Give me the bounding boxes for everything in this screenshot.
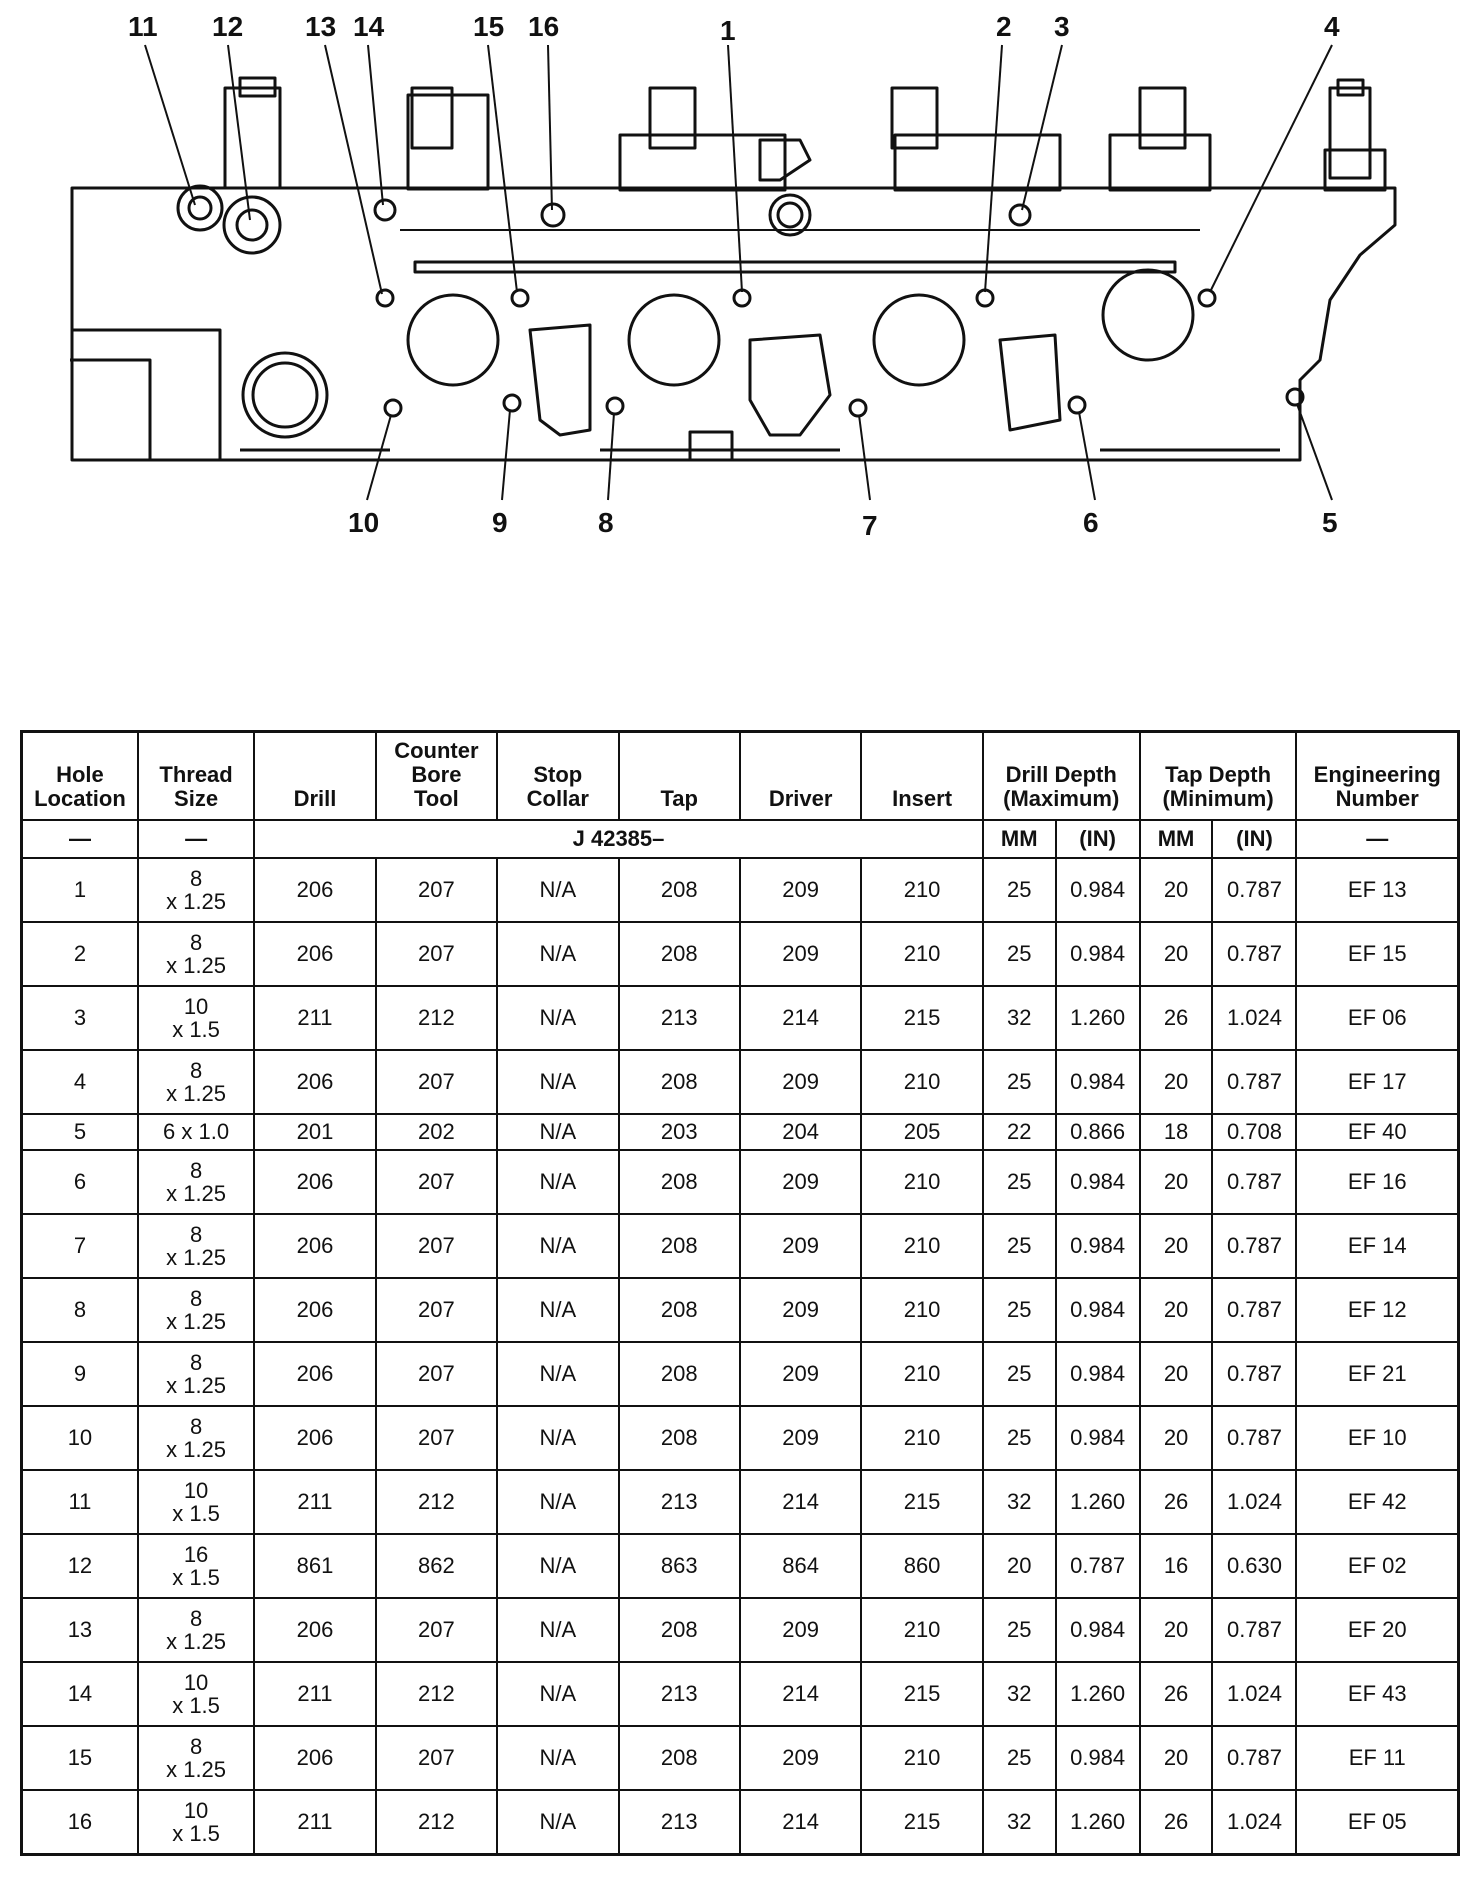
- cell-tap-depth-mm: 26: [1140, 986, 1213, 1050]
- header-driver: Driver: [740, 732, 861, 821]
- cell-tap-depth-in: 1.024: [1212, 1662, 1296, 1726]
- cell-hole-location: 2: [22, 922, 138, 986]
- cell-drill: 206: [254, 1726, 375, 1790]
- callout-5: 5: [1322, 507, 1338, 538]
- subheader-tool-prefix: J 42385–: [254, 820, 983, 858]
- thread-diameter: 6 x 1.0: [163, 1119, 230, 1144]
- cell-counter-bore-tool: 207: [376, 1406, 497, 1470]
- cell-drill-depth-mm: 25: [983, 1406, 1056, 1470]
- cell-tap-depth-mm: 18: [1140, 1114, 1213, 1150]
- cell-driver: 209: [740, 1278, 861, 1342]
- cell-insert: 210: [861, 922, 982, 986]
- cell-tap: 208: [619, 1342, 740, 1406]
- bolt-caps: [225, 78, 1385, 190]
- cell-thread-size: [138, 986, 254, 1050]
- cell-drill-depth-in: 0.984: [1056, 1598, 1140, 1662]
- cell-stop-collar: N/A: [497, 858, 618, 922]
- subheader-dash: —: [22, 820, 138, 858]
- header-hole-location: Hole Location: [22, 732, 138, 821]
- cell-engineering-number: EF 21: [1296, 1342, 1458, 1406]
- cell-drill-depth-mm: 32: [983, 1470, 1056, 1534]
- cell-tap: 208: [619, 1278, 740, 1342]
- thread-diameter: 8: [189, 1157, 203, 1183]
- cell-tap: 208: [619, 1406, 740, 1470]
- cell-counter-bore-tool: 207: [376, 858, 497, 922]
- head-outline: [72, 188, 1395, 460]
- cell-engineering-number: EF 42: [1296, 1470, 1458, 1534]
- cell-counter-bore-tool: 202: [376, 1114, 497, 1150]
- cell-thread-size: [138, 1278, 254, 1342]
- cell-driver: 209: [740, 1050, 861, 1114]
- cell-tap-depth-in: 0.787: [1212, 1050, 1296, 1114]
- thread-diameter: 8: [189, 1057, 203, 1083]
- cell-hole-location: 4: [22, 1050, 138, 1114]
- subheader-dash: —: [1296, 820, 1458, 858]
- cell-hole-location: 6: [22, 1150, 138, 1214]
- cell-drill-depth-mm: 25: [983, 1214, 1056, 1278]
- callout-14: 14: [353, 11, 385, 42]
- cell-hole-location: 16: [22, 1790, 138, 1855]
- cell-tap-depth-mm: 20: [1140, 1278, 1213, 1342]
- cell-hole-location: 14: [22, 1662, 138, 1726]
- cell-hole-location: 8: [22, 1278, 138, 1342]
- cell-drill: 206: [254, 858, 375, 922]
- cell-insert: 210: [861, 858, 982, 922]
- subheader-drill-in: (IN): [1056, 820, 1140, 858]
- callout-8: 8: [598, 507, 614, 538]
- cell-engineering-number: EF 17: [1296, 1050, 1458, 1114]
- cell-tap-depth-in: 0.708: [1212, 1114, 1296, 1150]
- cell-drill-depth-in: 1.260: [1056, 1662, 1140, 1726]
- cell-drill-depth-mm: 25: [983, 1342, 1056, 1406]
- thread-pitch: x 1.5: [172, 1820, 220, 1846]
- cell-insert: 210: [861, 1342, 982, 1406]
- cell-hole-location: 1: [22, 858, 138, 922]
- thread-pitch: x 1.25: [166, 1756, 227, 1782]
- cell-driver: 209: [740, 1406, 861, 1470]
- cell-thread-size: [138, 1114, 254, 1150]
- cell-tap-depth-in: 1.024: [1212, 986, 1296, 1050]
- header-drill: Drill: [254, 732, 375, 821]
- cell-drill-depth-in: 0.984: [1056, 1726, 1140, 1790]
- cell-counter-bore-tool: 207: [376, 922, 497, 986]
- cell-counter-bore-tool: 207: [376, 1214, 497, 1278]
- cell-stop-collar: N/A: [497, 986, 618, 1050]
- thread-pitch: x 1.5: [172, 1564, 220, 1590]
- cell-tap-depth-mm: 20: [1140, 1342, 1213, 1406]
- cell-thread-size: [138, 1214, 254, 1278]
- cell-hole-location: 13: [22, 1598, 138, 1662]
- subheader-drill-mm: MM: [983, 820, 1056, 858]
- cell-counter-bore-tool: 212: [376, 986, 497, 1050]
- cell-tap-depth-mm: 20: [1140, 922, 1213, 986]
- header-insert: Insert: [861, 732, 982, 821]
- callout-4: 4: [1324, 11, 1340, 42]
- cell-drill-depth-mm: 25: [983, 1598, 1056, 1662]
- cell-driver: 864: [740, 1534, 861, 1598]
- cell-thread-size: [138, 1470, 254, 1534]
- header-stop-collar: Stop Collar: [497, 732, 618, 821]
- cell-tap-depth-in: 1.024: [1212, 1470, 1296, 1534]
- cell-tap: 208: [619, 1598, 740, 1662]
- thread-pitch: x 1.25: [166, 1436, 227, 1462]
- cell-drill-depth-in: 0.984: [1056, 1050, 1140, 1114]
- thread-diameter: 10: [183, 1477, 209, 1503]
- cell-driver: 214: [740, 1470, 861, 1534]
- cell-drill-depth-in: 0.984: [1056, 1342, 1140, 1406]
- table-row: [22, 1050, 1459, 1114]
- cell-tap-depth-in: 0.787: [1212, 1214, 1296, 1278]
- header-drill-depth: Drill Depth (Maximum): [983, 732, 1140, 821]
- table-row: [22, 1790, 1459, 1855]
- cell-counter-bore-tool: 207: [376, 1598, 497, 1662]
- cell-hole-location: 10: [22, 1406, 138, 1470]
- cell-tap: 213: [619, 1790, 740, 1855]
- cell-counter-bore-tool: 212: [376, 1470, 497, 1534]
- table-row: [22, 1598, 1459, 1662]
- subheader-dash: —: [138, 820, 254, 858]
- hole-markers: [178, 186, 1303, 416]
- cell-counter-bore-tool: 207: [376, 1726, 497, 1790]
- thread-pitch: x 1.25: [166, 1080, 227, 1106]
- thread-diameter: 10: [183, 1797, 209, 1823]
- cell-drill-depth-mm: 32: [983, 986, 1056, 1050]
- cell-tap-depth-mm: 26: [1140, 1662, 1213, 1726]
- cell-tap-depth-mm: 20: [1140, 1726, 1213, 1790]
- cell-drill-depth-in: 0.787: [1056, 1534, 1140, 1598]
- table-row: [22, 1150, 1459, 1214]
- cell-counter-bore-tool: 212: [376, 1662, 497, 1726]
- cell-tap-depth-in: 0.787: [1212, 858, 1296, 922]
- cell-hole-location: 3: [22, 986, 138, 1050]
- thread-pitch: x 1.5: [172, 1500, 220, 1526]
- cell-tap-depth-mm: 16: [1140, 1534, 1213, 1598]
- cell-drill: 206: [254, 1598, 375, 1662]
- cell-stop-collar: N/A: [497, 1150, 618, 1214]
- cell-tap-depth-in: 0.787: [1212, 1726, 1296, 1790]
- cell-driver: 209: [740, 1150, 861, 1214]
- cell-driver: 204: [740, 1114, 861, 1150]
- table-row: [22, 1114, 1459, 1150]
- subheader-tap-in: (IN): [1212, 820, 1296, 858]
- table-row: [22, 858, 1459, 922]
- thread-pitch: x 1.5: [172, 1692, 220, 1718]
- table-row: [22, 986, 1459, 1050]
- thread-diameter: 8: [189, 1285, 203, 1311]
- cell-drill: 211: [254, 1470, 375, 1534]
- thread-pitch: x 1.25: [166, 1244, 227, 1270]
- cell-insert: 210: [861, 1598, 982, 1662]
- cell-engineering-number: EF 10: [1296, 1406, 1458, 1470]
- cell-drill-depth-mm: 20: [983, 1534, 1056, 1598]
- cell-drill-depth-mm: 25: [983, 1726, 1056, 1790]
- cell-drill-depth-in: 0.984: [1056, 1406, 1140, 1470]
- table-row: [22, 922, 1459, 986]
- thread-pitch: x 1.25: [166, 952, 227, 978]
- cell-engineering-number: EF 06: [1296, 986, 1458, 1050]
- cell-driver: 209: [740, 922, 861, 986]
- thread-diameter: 8: [189, 929, 203, 955]
- cell-tap-depth-mm: 20: [1140, 1598, 1213, 1662]
- callout-3: 3: [1054, 11, 1070, 42]
- cell-insert: 860: [861, 1534, 982, 1598]
- cell-stop-collar: N/A: [497, 1342, 618, 1406]
- cell-driver: 209: [740, 1342, 861, 1406]
- cell-drill-depth-in: 0.984: [1056, 922, 1140, 986]
- table-row: [22, 1406, 1459, 1470]
- cell-stop-collar: N/A: [497, 1406, 618, 1470]
- cell-driver: 209: [740, 858, 861, 922]
- cell-drill-depth-mm: 32: [983, 1790, 1056, 1855]
- cell-counter-bore-tool: 207: [376, 1342, 497, 1406]
- cell-stop-collar: N/A: [497, 1278, 618, 1342]
- callout-12: 12: [212, 11, 244, 42]
- cell-tap-depth-in: 0.630: [1212, 1534, 1296, 1598]
- thread-diameter: 8: [189, 865, 203, 891]
- cell-engineering-number: EF 11: [1296, 1726, 1458, 1790]
- table-row: [22, 1214, 1459, 1278]
- callout-13: 13: [305, 11, 337, 42]
- cell-tap-depth-in: 0.787: [1212, 1278, 1296, 1342]
- cell-hole-location: 7: [22, 1214, 138, 1278]
- callout-7: 7: [862, 510, 878, 541]
- cell-insert: 215: [861, 1662, 982, 1726]
- cell-tap: 208: [619, 1050, 740, 1114]
- subheader-tap-mm: MM: [1140, 820, 1213, 858]
- cell-thread-size: [138, 1662, 254, 1726]
- cell-stop-collar: N/A: [497, 1114, 618, 1150]
- cell-tap-depth-mm: 26: [1140, 1790, 1213, 1855]
- cell-drill-depth-mm: 22: [983, 1114, 1056, 1150]
- table-row: [22, 1278, 1459, 1342]
- cell-insert: 215: [861, 1470, 982, 1534]
- thread-diameter: 8: [189, 1733, 203, 1759]
- cell-thread-size: [138, 1406, 254, 1470]
- cell-tap-depth-in: 0.787: [1212, 1342, 1296, 1406]
- cell-drill-depth-in: 0.984: [1056, 1214, 1140, 1278]
- cell-engineering-number: EF 16: [1296, 1150, 1458, 1214]
- cell-drill-depth-in: 1.260: [1056, 986, 1140, 1050]
- callout-16: 16: [528, 11, 560, 42]
- callout-9: 9: [492, 507, 508, 538]
- cell-tap: 208: [619, 922, 740, 986]
- cell-insert: 210: [861, 1150, 982, 1214]
- cell-tap: 208: [619, 1150, 740, 1214]
- subheader-row: [22, 820, 1459, 858]
- cell-stop-collar: N/A: [497, 922, 618, 986]
- cell-insert: 205: [861, 1114, 982, 1150]
- cell-thread-size: [138, 1150, 254, 1214]
- cell-engineering-number: EF 43: [1296, 1662, 1458, 1726]
- header-thread-size: Thread Size: [138, 732, 254, 821]
- cell-stop-collar: N/A: [497, 1726, 618, 1790]
- cell-counter-bore-tool: 862: [376, 1534, 497, 1598]
- thread-pitch: x 1.25: [166, 888, 227, 914]
- cell-insert: 210: [861, 1406, 982, 1470]
- cell-engineering-number: EF 05: [1296, 1790, 1458, 1855]
- cell-tap: 863: [619, 1534, 740, 1598]
- cell-counter-bore-tool: 207: [376, 1278, 497, 1342]
- cell-driver: 209: [740, 1214, 861, 1278]
- callout-11: 11: [128, 11, 158, 42]
- cell-thread-size: [138, 1598, 254, 1662]
- cell-tap: 213: [619, 1470, 740, 1534]
- cell-engineering-number: EF 12: [1296, 1278, 1458, 1342]
- cell-drill: 206: [254, 1406, 375, 1470]
- cell-stop-collar: N/A: [497, 1534, 618, 1598]
- cell-drill: 206: [254, 922, 375, 986]
- cell-thread-size: [138, 1534, 254, 1598]
- cell-driver: 209: [740, 1598, 861, 1662]
- cell-insert: 210: [861, 1726, 982, 1790]
- cell-drill: 211: [254, 1662, 375, 1726]
- cell-stop-collar: N/A: [497, 1214, 618, 1278]
- cell-drill-depth-in: 0.866: [1056, 1114, 1140, 1150]
- cell-tap-depth-in: 0.787: [1212, 1598, 1296, 1662]
- cell-stop-collar: N/A: [497, 1662, 618, 1726]
- cell-tap-depth-mm: 20: [1140, 1214, 1213, 1278]
- thread-pitch: x 1.25: [166, 1308, 227, 1334]
- cell-engineering-number: EF 20: [1296, 1598, 1458, 1662]
- cell-tap-depth-in: 0.787: [1212, 922, 1296, 986]
- cell-insert: 210: [861, 1278, 982, 1342]
- header-counter-bore-tool: Counter Bore Tool: [376, 732, 497, 821]
- cell-drill-depth-mm: 25: [983, 858, 1056, 922]
- cell-driver: 214: [740, 986, 861, 1050]
- table-row: [22, 1342, 1459, 1406]
- cell-thread-size: [138, 922, 254, 986]
- cell-drill-depth-in: 1.260: [1056, 1470, 1140, 1534]
- thread-repair-table: [20, 730, 1460, 1856]
- cell-tap-depth-mm: 20: [1140, 1150, 1213, 1214]
- thread-pitch: x 1.5: [172, 1016, 220, 1042]
- cell-insert: 210: [861, 1050, 982, 1114]
- table-row: [22, 1470, 1459, 1534]
- header-row: [22, 732, 1459, 821]
- cell-thread-size: [138, 858, 254, 922]
- cell-drill: 206: [254, 1278, 375, 1342]
- cell-insert: 215: [861, 986, 982, 1050]
- cell-drill: 201: [254, 1114, 375, 1150]
- header-engineering-number: Engineering Number: [1296, 732, 1458, 821]
- cell-hole-location: 12: [22, 1534, 138, 1598]
- cell-engineering-number: EF 02: [1296, 1534, 1458, 1598]
- cell-drill: 206: [254, 1050, 375, 1114]
- cell-drill-depth-in: 0.984: [1056, 1278, 1140, 1342]
- cell-driver: 214: [740, 1790, 861, 1855]
- cell-hole-location: 11: [22, 1470, 138, 1534]
- thread-pitch: x 1.25: [166, 1372, 227, 1398]
- callout-6: 6: [1083, 507, 1099, 538]
- cell-insert: 215: [861, 1790, 982, 1855]
- cell-hole-location: 15: [22, 1726, 138, 1790]
- cell-drill: 206: [254, 1214, 375, 1278]
- cell-tap-depth-in: 0.787: [1212, 1150, 1296, 1214]
- cell-tap: 208: [619, 1726, 740, 1790]
- cell-thread-size: [138, 1726, 254, 1790]
- cell-stop-collar: N/A: [497, 1050, 618, 1114]
- cell-drill-depth-in: 0.984: [1056, 858, 1140, 922]
- cell-drill-depth-mm: 25: [983, 922, 1056, 986]
- cell-drill-depth-mm: 25: [983, 1150, 1056, 1214]
- thread-diameter: 10: [183, 993, 209, 1019]
- cell-drill-depth-in: 0.984: [1056, 1150, 1140, 1214]
- cell-counter-bore-tool: 207: [376, 1050, 497, 1114]
- cell-drill: 211: [254, 986, 375, 1050]
- cell-drill: 206: [254, 1342, 375, 1406]
- cell-drill-depth-mm: 25: [983, 1050, 1056, 1114]
- cell-tap-depth-in: 1.024: [1212, 1790, 1296, 1855]
- cell-tap: 213: [619, 986, 740, 1050]
- header-tap: Tap: [619, 732, 740, 821]
- cell-thread-size: [138, 1342, 254, 1406]
- cell-tap-depth-mm: 20: [1140, 1406, 1213, 1470]
- thread-diameter: 8: [189, 1349, 203, 1375]
- cell-engineering-number: EF 13: [1296, 858, 1458, 922]
- cell-driver: 209: [740, 1726, 861, 1790]
- thread-diameter: 10: [183, 1669, 209, 1695]
- cell-drill-depth-mm: 32: [983, 1662, 1056, 1726]
- cell-tap-depth-mm: 20: [1140, 1050, 1213, 1114]
- cylinder-head-diagram: [0, 0, 1472, 560]
- cell-thread-size: [138, 1790, 254, 1855]
- cell-tap-depth-in: 0.787: [1212, 1406, 1296, 1470]
- thread-diameter: 16: [183, 1541, 209, 1567]
- cell-counter-bore-tool: 207: [376, 1150, 497, 1214]
- callout-1: 1: [720, 15, 736, 46]
- cell-drill-depth-in: 1.260: [1056, 1790, 1140, 1855]
- callout-2: 2: [996, 11, 1012, 42]
- cell-stop-collar: N/A: [497, 1790, 618, 1855]
- cylinder-head-drawing: [0, 0, 1472, 560]
- cell-hole-location: 5: [22, 1114, 138, 1150]
- thread-diameter: 8: [189, 1413, 203, 1439]
- thread-diameter: 8: [189, 1605, 203, 1631]
- cell-engineering-number: EF 14: [1296, 1214, 1458, 1278]
- cell-tap: 203: [619, 1114, 740, 1150]
- cell-driver: 214: [740, 1662, 861, 1726]
- table-row: [22, 1726, 1459, 1790]
- table-row: [22, 1662, 1459, 1726]
- cell-engineering-number: EF 40: [1296, 1114, 1458, 1150]
- thread-diameter: 8: [189, 1221, 203, 1247]
- cell-insert: 210: [861, 1214, 982, 1278]
- cell-tap-depth-mm: 20: [1140, 858, 1213, 922]
- cell-stop-collar: N/A: [497, 1470, 618, 1534]
- cell-hole-location: 9: [22, 1342, 138, 1406]
- cell-tap: 208: [619, 858, 740, 922]
- cell-drill: 861: [254, 1534, 375, 1598]
- thread-pitch: x 1.25: [166, 1628, 227, 1654]
- table-row: [22, 1534, 1459, 1598]
- thread-pitch: x 1.25: [166, 1180, 227, 1206]
- cell-drill-depth-mm: 25: [983, 1278, 1056, 1342]
- cell-stop-collar: N/A: [497, 1598, 618, 1662]
- header-tap-depth: Tap Depth (Minimum): [1140, 732, 1297, 821]
- cell-tap: 213: [619, 1662, 740, 1726]
- cell-engineering-number: EF 15: [1296, 922, 1458, 986]
- cell-drill: 211: [254, 1790, 375, 1855]
- cell-counter-bore-tool: 212: [376, 1790, 497, 1855]
- cell-thread-size: [138, 1050, 254, 1114]
- callout-10: 10: [348, 507, 380, 538]
- callout-15: 15: [473, 11, 505, 42]
- cell-drill: 206: [254, 1150, 375, 1214]
- cell-tap-depth-mm: 26: [1140, 1470, 1213, 1534]
- cell-tap: 208: [619, 1214, 740, 1278]
